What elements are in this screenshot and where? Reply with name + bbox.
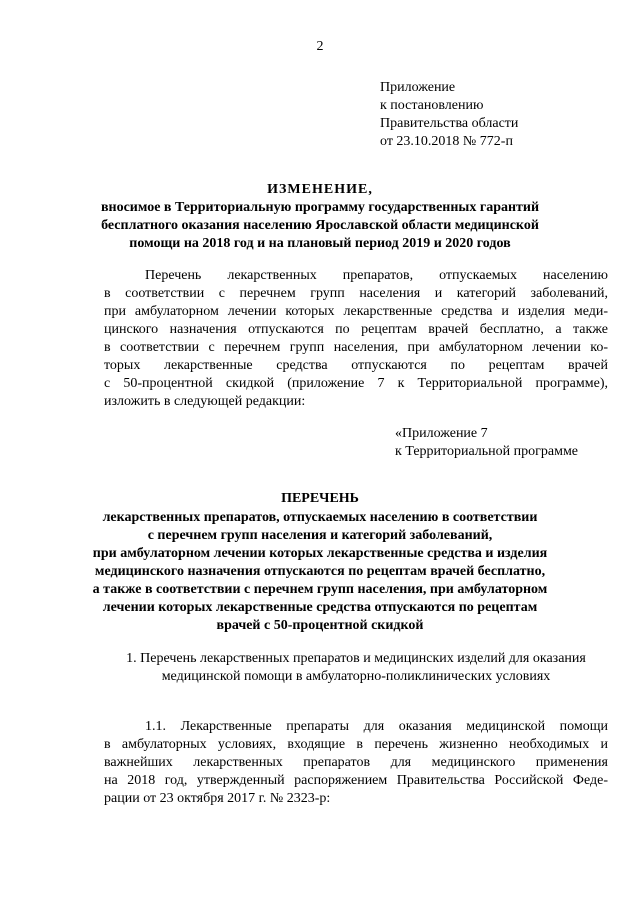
list-title-line: медицинского назначения отпускаются по рецептам врачей бесплатно, [94,564,546,579]
change-heading: ИЗМЕНЕНИЕ, [267,182,373,197]
paragraph-line: на 2018 год, утвержденный распоряжением Правительства Российской Феде- [104,773,608,788]
paragraph-line: в амбулаторных условиях, входящие в перечень жизненно необходимых и [104,737,608,752]
change-title-line: бесплатного оказания населению Ярославской области медицинской [101,218,539,233]
appendix-header-date: от 23.10.2018 № 772-п [380,134,513,149]
list-title-line: с перечнем групп населения и категорий заболеваний, [147,528,493,543]
paragraph-line: при амбулаторном лечении которых лекарственные средства и изделия меди- [104,304,608,319]
appendix-header-line: Правительства области [380,116,519,131]
section-1-line: медицинской помощи в амбулаторно-поликлинических условиях [161,669,551,684]
paragraph-line: рации от 23 октября 2017 г. № 2323-р: [104,791,331,806]
list-title-line: врачей с 50-процентной скидкой [216,618,424,633]
paragraph-line: важнейших лекарственных препаратов для медицинского применения [104,755,608,770]
appendix7-line: «Приложение 7 [395,426,488,441]
paragraph-line: с 50-процентной скидкой (приложение 7 к Территориальной программе), [104,376,608,391]
paragraph-line: торых лекарственные средства отпускаются по рецептам врачей [104,358,608,373]
change-title-line: вносимое в Территориальную программу государственных гарантий [100,200,540,215]
paragraph-line: в соответствии с перечнем групп населения, при амбулаторном лечении ко- [104,340,608,355]
paragraph-line: 1.1. Лекарственные препараты для оказания медицинской помощи [145,719,608,734]
list-title-line: а также в соответствии с перечнем групп населения, при амбулаторном [92,582,548,597]
paragraph-line: изложить в следующей редакции: [104,394,306,409]
list-title-line: лекарственных препаратов, отпускаемых населению в соответствии [102,510,538,525]
appendix7-line: к Территориальной программе [395,444,579,459]
list-title-line: лечении которых лекарственные средства отпускаются по рецептам [102,600,538,615]
appendix-header-line: Приложение [380,80,456,95]
change-title-line: помощи на 2018 год и на плановый период 2019 и 2020 годов [129,236,511,251]
list-heading: ПЕРЕЧЕНЬ [281,491,359,506]
section-1-line: 1. Перечень лекарственных препаратов и медицинских изделий для оказания [126,651,586,666]
list-title-line: при амбулаторном лечении которых лекарственные средства и изделия [92,546,548,561]
paragraph-line: в соответствии с перечнем групп населения и категорий заболеваний, [104,286,608,301]
appendix-header-line: к постановлению [380,98,484,113]
paragraph-line: Перечень лекарственных препаратов, отпускаемых населению [145,268,608,283]
paragraph-line: цинского назначения отпускаются по рецептам врачей бесплатно, а также [104,322,608,337]
page-number: 2 [316,39,324,54]
